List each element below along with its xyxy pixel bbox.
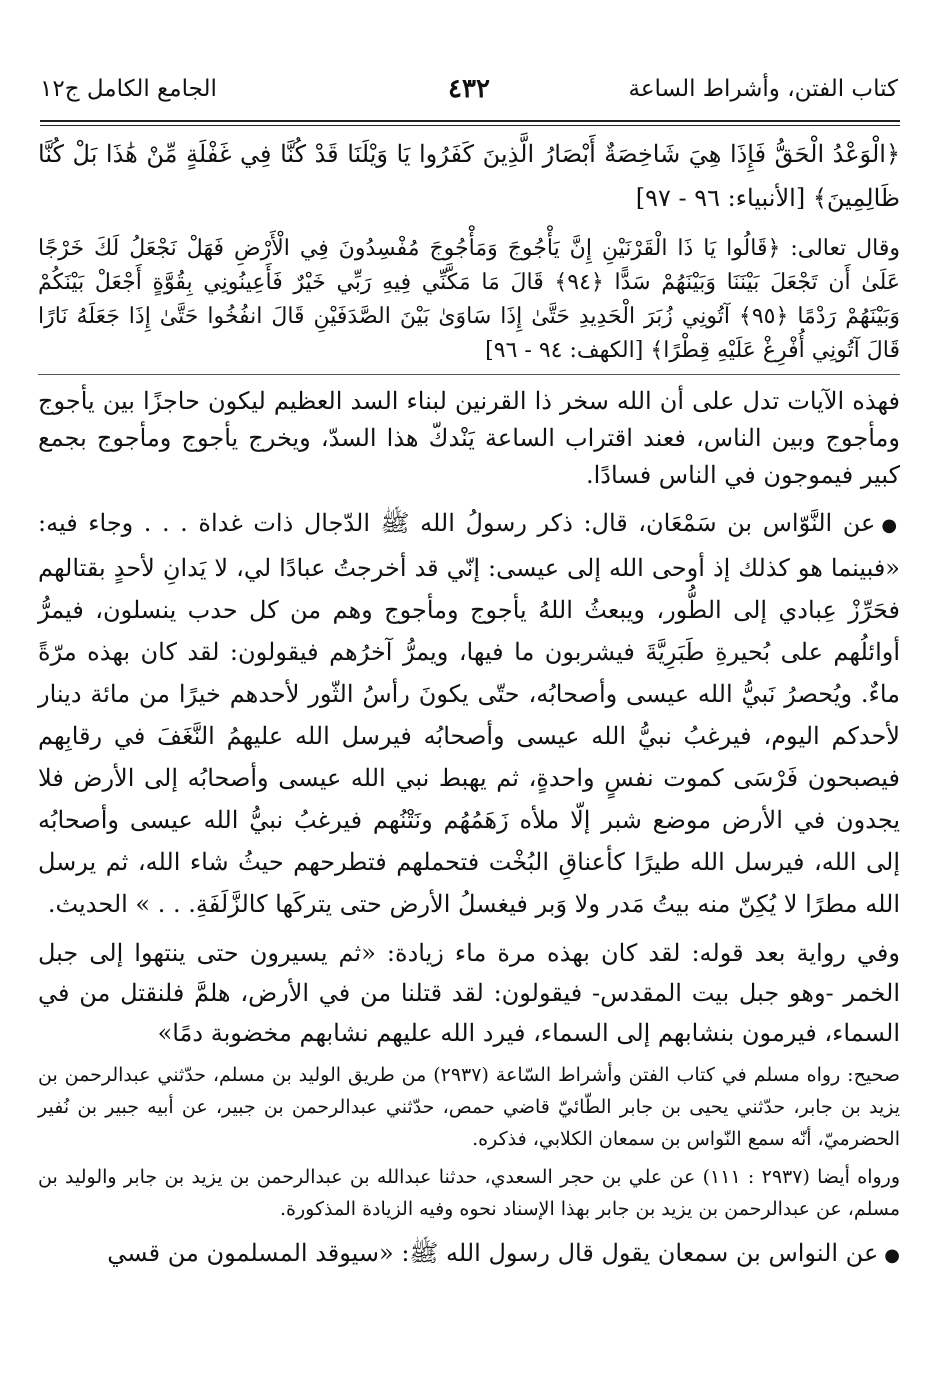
page-header bbox=[40, 70, 898, 120]
source-note: صحيح: رواه مسلم في كتاب الفتن وأشراط السّاعة (٢٩٣٧) من طريق الوليد بن مسلم، حدّثني عبدالرحمن بن يزيد بن جابر، حدّثني يحيى بن جابر الطّائيّ قاضي حمص، حدّثني عبدالرحمن بن جبير، عن أبيه جبير بن نُفير الحضرميّ، أنّه سمع النّواس بن سمعان الكلابي، فذكره. bbox=[38, 1064, 900, 1150]
hadith-paragraph-next bbox=[38, 1233, 900, 1276]
bullet-icon: ● bbox=[884, 1245, 900, 1266]
section-divider bbox=[38, 374, 900, 375]
chapter-title: كتاب الفتن، وأشراط الساعة bbox=[628, 76, 898, 102]
book-title: الجامع الكامل ج١٢ bbox=[40, 76, 217, 102]
header-rule-thin bbox=[40, 125, 900, 126]
hadith-text: عن النواس بن سمعان يقول قال رسول الله ﷺ: «سيوقد المسلمون من قسي bbox=[107, 1239, 879, 1267]
bullet-icon: ● bbox=[881, 515, 900, 536]
hadith-paragraph bbox=[38, 502, 900, 925]
header-rule bbox=[40, 120, 900, 122]
quran-verse-kahf: وقال تعالى: ﴿قَالُوا يَا ذَا الْقَرْنَيْنِ إِنَّ يَأْجُوجَ وَمَأْجُوجَ مُفْسِدُونَ فِي الْأَرْضِ فَهَلْ نَجْعَلُ لَكَ خَرْجًا عَلَىٰ أَن تَجْعَلَ بَيْنَنَا وَبَيْنَهُمْ سَدًّا ﴿٩٤﴾ قَالَ مَا مَكَّنِّي فِيهِ رَبِّي خَيْرٌ فَأَعِينُونِي بِقُوَّةٍ أَجْعَلْ بَيْنَكُمْ وَبَيْنَهُمْ رَدْمًا ﴿٩٥﴾ آتُونِي زُبَرَ الْحَدِيدِ حَتَّىٰ إِذَا سَاوَىٰ بَيْنَ الصَّدَفَيْنِ قَالَ انفُخُوا حَتَّىٰ إِذَا جَعَلَهُ نَارًا قَالَ آتُونِي أُفْرِغْ عَلَيْهِ قِطْرًا﴾ [الكهف: ٩٤ - ٩٦] bbox=[38, 236, 901, 363]
additional-narration: وفي رواية بعد قوله: لقد كان بهذه مرة ماء زيادة: «ثم يسيرون حتى ينتهوا إلى جبل الخمر -وهو جبل بيت المقدس- فيقولون: لقد قتلنا من في الأرض، هلمَّ فلنقتل من في السماء، فيرمون بنشابهم إلى السماء، فيرد الله عليهم نشابهم مخضوبة دمًا» bbox=[38, 939, 900, 1047]
page-number: ٤٣٢ bbox=[448, 74, 490, 104]
page-content bbox=[38, 130, 900, 1276]
hadith-text: عن النَّوّاس بن سَمْعَان، قال: ذكر رسولُ الله ﷺ الدّجال ذات غداة . . . وجاء فيه: «فبينما هو كذلك إذ أوحى الله إلى عيسى: إنّي قد أخرجتُ عبادًا لي، لا يَدانِ لأحدٍ بقتالهم فحَرِّزْ عِبادي إلى الطُّور، ويبعثُ اللهُ يأجوج ومأجوج وهم من كل حدب ينسلون، فيمرُّ أوائلُهم على بُحيرةِ طَبَرِيَّةَ فيشربون ما فيها، ويمرُّ آخرُهم فيقولون: لقد كان بهذه مرّةً ماءٌ. ويُحصرُ نَبيُّ الله عيسى وأصحابُه، حتّى يكونَ رأسُ الثّور لأحدهم خيرًا من مائة دينار لأحدكم اليوم، فيرغبُ نبيُّ الله عيسى وأصحابُه فيرسل الله عليهمُ النَّغَفَ في رقابِهم فيصبحون فَرْسَى كموت نفسٍ واحدةٍ، ثم يهبط نبي الله عيسى وأصحابُه إلى الأرض فلا يجدون في الأرض موضع شبر إلّا ملأه زَهَمُهُم ونَتْنُهم فيرغبُ نبيُّ الله عيسى وأصحابُه إلى الله، فيرسل الله طيرًا كأعناقِ البُخْت فتحملهم فتطرحهم حيثُ شاء الله، ثم يرسل الله مطرًا لا يُكِنّ منه بيتُ مَدر ولا وَبر فيغسلُ الأرض حتى يتركَها كالزَّلَفَةِ. . . » الحديث. bbox=[38, 509, 901, 918]
explanation-paragraph: فهذه الآيات تدل على أن الله سخر ذا القرنين لبناء السد العظيم ليكون حاجزًا بين يأجوج ومأجوج وبين الناس، فعند اقتراب الساعة يَنْدكّ هذا السدّ، ويخرج يأجوج ومأجوج بجمع كبير فيموجون في الناس فسادًا. bbox=[38, 387, 900, 489]
quran-verse-anbiya: ﴿الْوَعْدُ الْحَقُّ فَإِذَا هِيَ شَاخِصَةٌ أَبْصَارُ الَّذِينَ كَفَرُوا يَا وَيْلَنَا قَدْ كُنَّا فِي غَفْلَةٍ مِّنْ هَٰذَا بَلْ كُنَّا ظَالِمِينَ﴾ [الأنبياء: ٩٦ - ٩٧] bbox=[38, 140, 901, 212]
source-note-secondary: ورواه أيضا (٢٩٣٧ : ١١١) عن علي بن حجر السعدي، حدثنا عبدالله بن عبدالرحمن بن يزيد بن جابر والوليد بن مسلم، عن عبدالرحمن بن يزيد بن جابر بهذا الإسناد نحوه وفيه الزيادة المذكورة. bbox=[38, 1166, 900, 1220]
